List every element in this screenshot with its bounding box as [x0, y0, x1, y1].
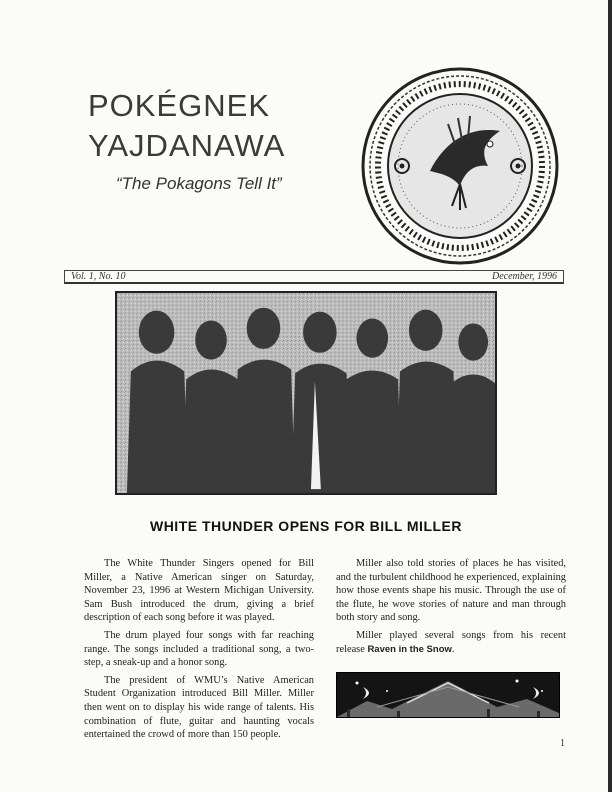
article-paragraph: The president of WMU’s Native American Student Organization introduced Bill Miller. Miller then went on to display his wide range of talents. His combination of flute, guitar and haunting vocals entertained the crowd of more than 150 people. [84, 674, 314, 741]
album-title: Raven in the Snow [367, 643, 452, 655]
masthead-title-line2: YAJDANAWA [88, 128, 286, 163]
article-column-right [336, 557, 566, 660]
tribal-seal-logo [360, 66, 560, 266]
article-paragraph: Miller also told stories of places he has visited, and the turbulent childhood he experienced, explaining how those events shape his music. Through the use of the flute, he wove stories of nature and man through both story and song. [336, 558, 566, 624]
scan-edge [608, 0, 612, 792]
issue-volume: Vol. 1, No. 10 [71, 271, 126, 282]
release-text: Miller played several songs from his recent release [336, 629, 566, 655]
issue-date: December, 1996 [492, 271, 557, 282]
article-paragraph [336, 629, 566, 656]
article-column-left [84, 557, 314, 746]
article-headline: WHITE THUNDER OPENS FOR BILL MILLER [149, 518, 462, 534]
masthead-subtitle: “The Pokagons Tell It” [116, 174, 282, 193]
page-number: 1 [560, 738, 565, 749]
article-paragraph: The drum played four songs with far reaching range. The songs included a traditional song, a two-step, a sneak-up and a honor song. [84, 629, 314, 669]
release-text-end: . [451, 643, 455, 655]
group-photo [115, 291, 497, 495]
mountain-stars-banner [336, 672, 560, 718]
masthead-title-line1: POKÉGNEK [88, 88, 270, 123]
article-paragraph: The White Thunder Singers opened for Bill Miller, a Native American singer on Saturday, November 23, 1996 at Western Michigan University. Sam Bush introduced the drum, giving a brief description of each song before it was played. [84, 558, 314, 624]
issue-bar [64, 270, 564, 284]
